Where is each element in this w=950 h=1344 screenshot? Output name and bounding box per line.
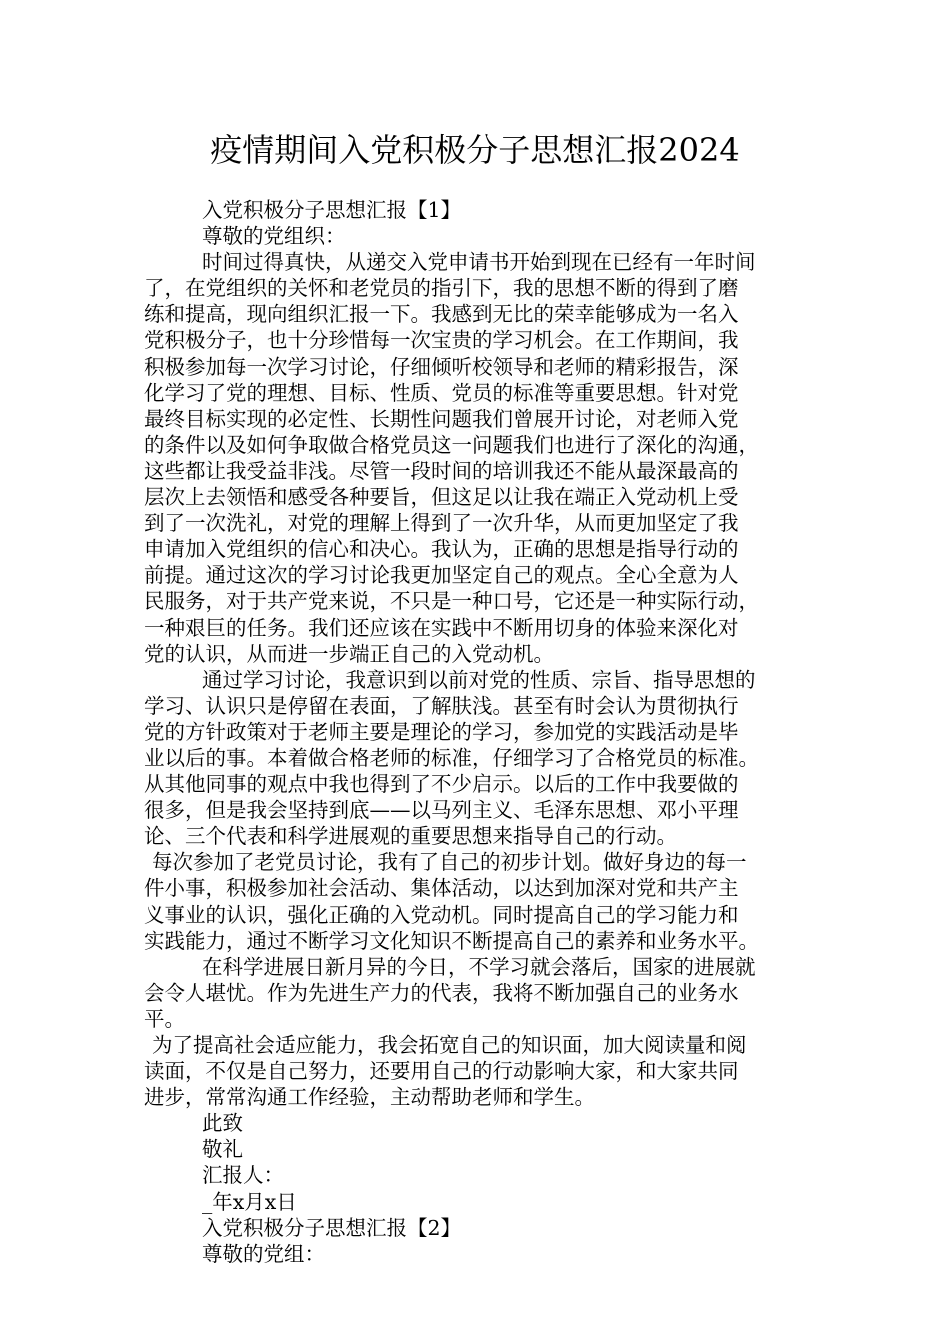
text-line: 通过学习讨论，我意识到以前对党的性质、宗旨、指导思想的: [202, 667, 756, 692]
text-line: 前提。通过这次的学习讨论我更加坚定自己的观点。全心全意为人: [144, 563, 739, 588]
text-line: 每次参加了老党员讨论，我有了自己的初步计划。做好身边的每一: [152, 850, 747, 875]
text-line: 党的认识，从而进一步端正自己的入党动机。: [144, 641, 554, 666]
text-line: 最终目标实现的必定性、长期性问题我们曾展开讨论，对老师入党: [144, 406, 739, 431]
text-line: 读面，不仅是自己努力，还要用自己的行动影响大家，和大家共同: [144, 1059, 739, 1084]
text-line: 层次上去领悟和感受各种要旨，但这足以让我在端正入党动机上受: [144, 485, 739, 510]
text-line: 平。: [144, 1006, 185, 1031]
text-line: 会令人堪忧。作为先进生产力的代表，我将不断加强自己的业务水: [144, 980, 739, 1005]
text-line: 为了提高社会适应能力，我会拓宽自己的知识面，加大阅读量和阅: [152, 1033, 747, 1057]
text-line: 练和提高，现向组织汇报一下。我感到无比的荣幸能够成为一名入: [144, 302, 739, 327]
text-line: 一种艰巨的任务。我们还应该在实践中不断用切身的体验来深化对: [144, 615, 739, 640]
text-line: 尊敬的党组织：: [202, 224, 346, 249]
text-line: 申请加入党组织的信心和决心。我认为，正确的思想是指导行动的: [144, 537, 739, 562]
text-line: 入党积极分子思想汇报【1】: [202, 198, 462, 222]
text-line: 这些都让我受益非浅。尽管一段时间的培训我还不能从最深最高的: [144, 458, 739, 483]
text-line: 积极参加每一次学习讨论，仔细倾听校领导和老师的精彩报告，深: [144, 354, 739, 379]
text-line: 敬礼: [202, 1137, 243, 1162]
text-line: 在科学进展日新月异的今日，不学习就会落后，国家的进展就: [202, 954, 756, 979]
text-line: 件小事，积极参加社会活动、集体活动，以达到加深对党和共产主: [144, 876, 739, 901]
text-line: 时间过得真快，从递交入党申请书开始到现在已经有一年时间: [202, 250, 756, 275]
document-title: 疫情期间入党积极分子思想汇报2024: [210, 131, 740, 169]
text-line: 民服务，对于共产党来说，不只是一种口号，它还是一种实际行动，: [144, 589, 759, 614]
text-line: 化学习了党的理想、目标、性质、党员的标准等重要思想。针对党: [144, 380, 739, 405]
document-body: [144, 197, 816, 1267]
text-line: 论、三个代表和科学进展观的重要思想来指导自己的行动。: [144, 824, 677, 849]
text-line: 到了一次洗礼，对党的理解上得到了一次升华，从而更加坚定了我: [144, 511, 739, 536]
text-line: 党的方针政策对于老师主要是理论的学习，参加党的实践活动是毕: [144, 719, 739, 744]
text-line: 了，在党组织的关怀和老党员的指引下，我的思想不断的得到了磨: [144, 276, 739, 301]
text-line: 汇报人：: [202, 1163, 284, 1188]
text-line: 入党积极分子思想汇报【2】: [202, 1215, 462, 1240]
text-line: 实践能力，通过不断学习文化知识不断提高自己的素养和业务水平。: [144, 928, 759, 953]
text-line: 的条件以及如何争取做合格党员这一问题我们也进行了深化的沟通，: [144, 432, 759, 457]
text-line: 尊敬的党组：: [202, 1241, 325, 1266]
text-line: 学习、认识只是停留在表面，了解肤浅。甚至有时会认为贯彻执行: [144, 693, 739, 718]
text-line: 党积极分子，也十分珍惜每一次宝贵的学习机会。在工作期间，我: [144, 328, 739, 353]
text-line: 从其他同事的观点中我也得到了不少启示。以后的工作中我要做的: [144, 772, 739, 797]
text-line: 此致: [202, 1111, 243, 1136]
text-line: 进步，常常沟通工作经验，主动帮助老师和学生。: [144, 1085, 595, 1110]
text-line: _年x月x日: [202, 1189, 297, 1214]
text-line: 义事业的认识，强化正确的入党动机。同时提高自己的学习能力和: [144, 902, 739, 927]
text-line: 业以后的事。本着做合格老师的标准，仔细学习了合格党员的标准。: [144, 745, 759, 770]
text-line: 很多，但是我会坚持到底——以马列主义、毛泽东思想、邓小平理: [144, 798, 739, 823]
